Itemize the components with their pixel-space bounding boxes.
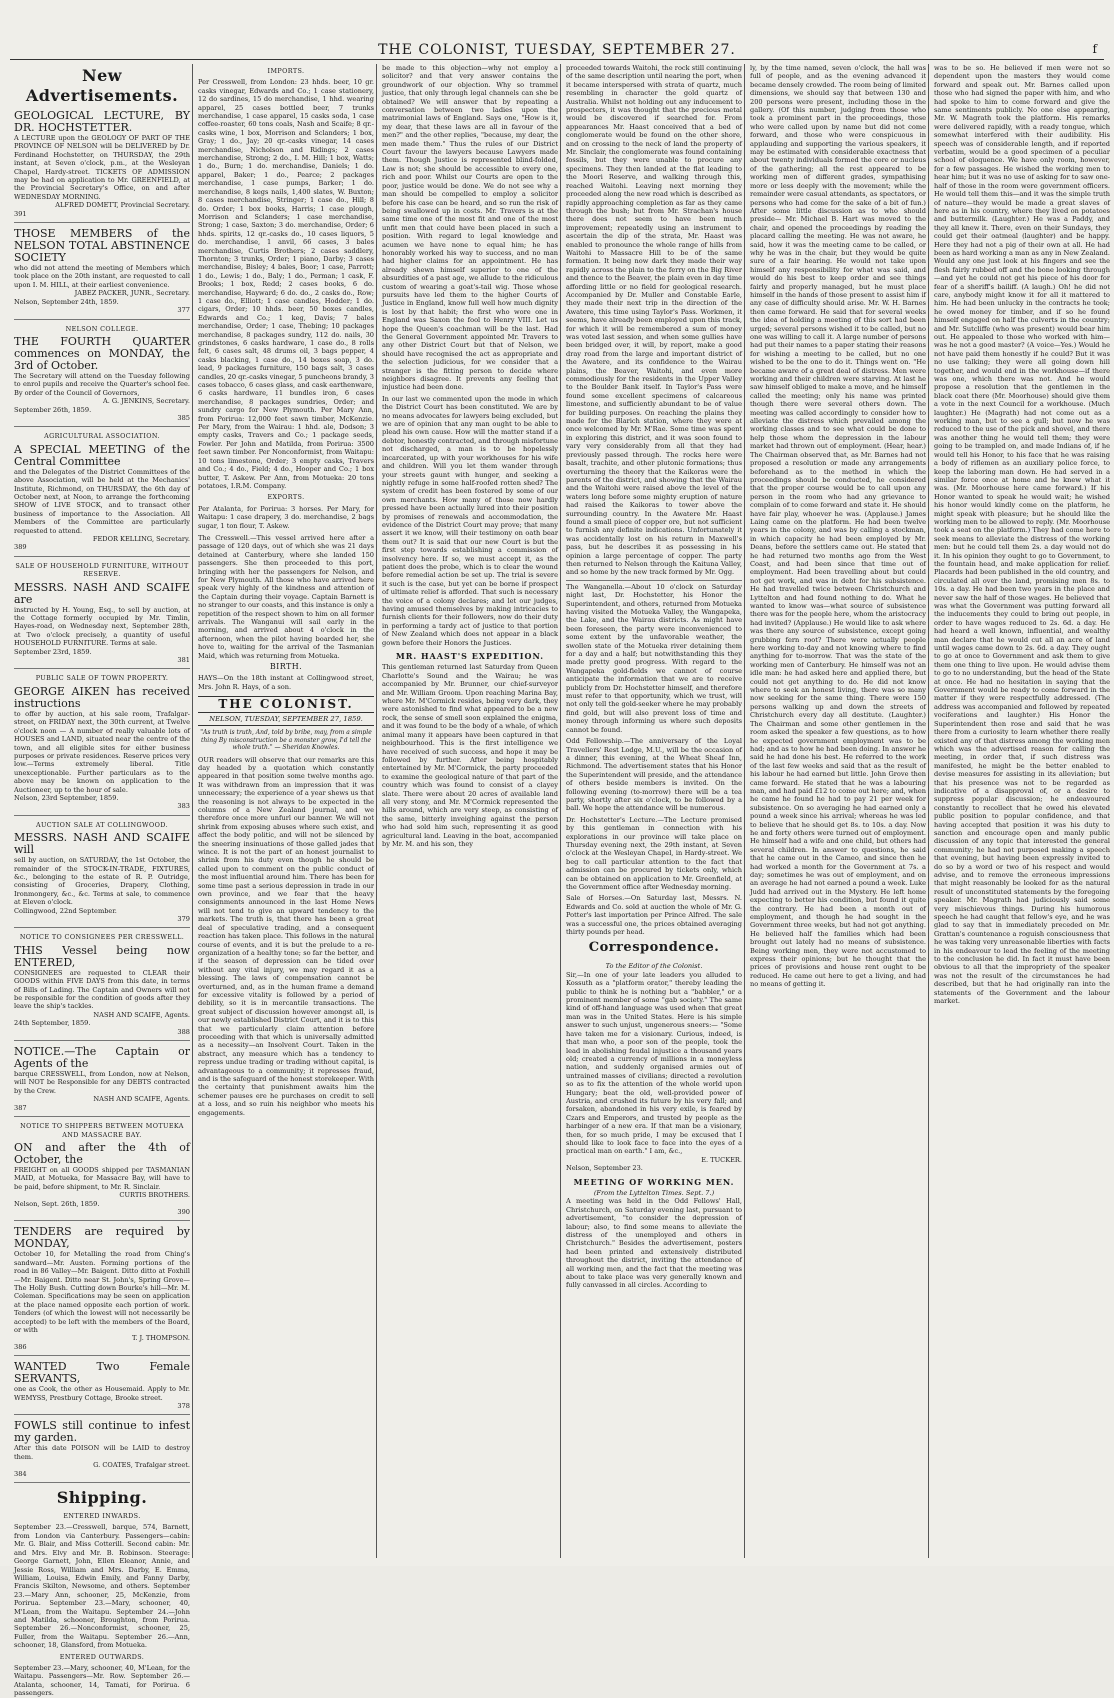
ad-body: to offer by auction, at his sale room, Trafalgar-street, on FRIDAY next, the 30th current, at Twelve o'clock noon — A number of really valuable lots of HOUSES and LAND, situated near the centre of the town, and all eligible sites for either business purposes or private residences. Reserve prices very low.—Terms extremely liberal. Title unexceptionable. Further particulars as to the above may be known on application to the Auctioneer, up to the hour of sale. (14, 709, 190, 794)
ad-number: 384 (14, 1469, 27, 1478)
paper-title: THE COLONIST. (198, 696, 374, 712)
ad-body: FREIGHT on all GOODS shipped per TASMANIAN MAID, at Motueka, for Massacre Bay, will have to be paid, before shipment, to Mr. R. Sinclair. (14, 1165, 190, 1191)
exports-heading: EXPORTS. (267, 493, 305, 502)
ad-subhead: NOTICE TO SHIPPERS BETWEEN MOTUEKA AND MASSACRE BAY. (20, 1122, 184, 1139)
imports-body: Per Cresswell, from London: 23 hhds. beer, 10 gr. casks vinegar, Edwards and Co.; 1 case stationery, 12 do sardines, 15 do merchandise, 1 hhd. wearing apparel, 25 cases bottled beer, 7 trunks merchandise, 1 case apparel, 15 casks soda, 1 case coffee-roaster, 60 tons coals, Nash and Scaife; 8 qr.-casks wine, 1 box, Morrison and Sclanders; 1 box, Gray; 1 do., Jay; 20 qr.-casks vinegar, 14 cases merchandise, Nicholson and Ridings; 2 cases merchandise, Strong; 2 do., I. M. Hill; 1 box, Watts; 1 do., Burn; 1 do. merchandise, Daniels; 1 do. apparel, Baker; 1 do., Pearce; 2 packages merchandise, 1 case pumps, Barker; 1 do. merchandise, 8 kegs nails, 1,400 slates, W. Buxton; 8 cases merchandise, Stringer; 1 case do., Hill; 8 do. Order; 1 box books, Harris; 1 case plough, Morrison and Sclanders; 1 case merchandise, Strong; 1 case, Saxton; 3 do. merchandise, Order; 6 hhds. spirits, 12 qr.-casks do., 10 cases liquors, 5 do. merchandise, 1 anvil, 66 cases, 3 bales merchandise, Curtis Brothers; 2 cases saddlery, Thornton; 3 trunks, Order; 1 piano, Darby; 3 cases merchandise, Bisley; 4 bales, Boor; 1 case, Parrott; 1 do., Lewis; 1 do., Baly; 1 do., Perman; 1 cask, F. Brooks; 1 box, Redd; 2 cases books, 6 do. merchandise, Hayward; 6 do. do., 2 casks do., Row; 1 case do., Elliott; 1 case candles, Hodder; 1 do. cigars, Order; 10 hhds. beer, 50 boxes candles, Edwards and Co.; 1 keg, Davis; 7 bales merchandise, Order; 1 case, Thebing; 10 packages merchandise, 8 packages sundry, 112 do. nails, 30 grindstones, 6 casks hardware, 1 case do., 8 rolls felt, 6 cases salt, 48 drums oil, 3 bags pepper, 4 casks blacking, 1 case do., 14 boxes soap, 3 do. lead, 9 packages furniture, 150 bags salt, 3 cases candles, 20 qr.-casks vinegar, 5 puncheons brandy, 3 cases tobacco, 6 cases glass, and cask earthenware, 6 casks hardware, 11 bundles iron, 6 cases merchandise, 8 packages sundries, Order; and sundry cargo for New Plymouth. Per Mary Ann, from Porirua: 12,000 feet sawn timber, McKenzie. Per Mary, from the Wairau: 1 hhd. ale, Dodson; 3 empty casks, Travers and Co.; 1 package seeds, Fowler. Per John and Matilda, from Porirua: 3500 feet sawn timber. Per Nonconformist, from Waitapu: 10 tons limestone, Order; 3 empty casks, Travers and Co.; 4 do., Field; 4 do., Hooper and Co.; 1 box butter, T. Askew. Per Ann, from Motueka: 20 tons potatoes, I.R.M. Company. (198, 78, 374, 490)
ad-number: 386 (14, 1342, 27, 1351)
cresswell-note: The Cresswell.—This vessel arrived here after a passage of 120 days, out of which she was 21 days detained at Canterbury, where she landed 150 passengers. She then proceeded to this port, bringing with her the passengers for Nelson, and for New Plymouth. All those who have arrived here speak very highly of the kindness and attention of the Captain during their voyage. Captain Barnett is no stranger to our coasts, and this instance is only a repetition of the respect shown to him on all former arrivals. The Wanganui will sail early in the morning, and arrived about 4 o'clock in the afternoon, when the pilot having boarded her, she hove to, waiting for the arrival of the Tasmanian Maid, which was returning from Motueka. (198, 533, 374, 660)
meeting-subheading: (From the Lyttelton Times. Sept. 7.) (593, 1189, 715, 1197)
correspondence-signature: E. TUCKER. (701, 1155, 742, 1164)
correspondence-body: Sir,—In one of your late leaders you alluded to Kossuth as a "platform orator," thereby leading the public to think he is nothing but a "babbler," or a prominent member of some "gab society." The same kind of off-hand language was used when that great man was in the United States. Here is his simple answer to such unjust, ungenerous sneers:— "Some have taken me for a visionary. Curious, indeed, is that man who, a poor son of the people, took the lead in abolishing feudal injustice a thousand years old; created a currency of millions in a moneyless nation, and suddenly organised armies out of untrained masses of civilians; directed a revolution so as to fix the attention of the whole world upon Hungary; beat the old, well-provided power of Austria, and crushed its future by his very fall; and forsaken, abandoned in his very exile, is feared by Czars and Emperors, and trusted by people as the harbinger of a new era. If that man be a visionary, then, for so much pride, I may be excused that I should like to look face to face into the eyes of a practical man on earth." I am, &c., (566, 970, 742, 1156)
ad-household-furniture (14, 562, 190, 670)
editorial-body: OUR readers will observe that our remarks are this day headed by a quotation which constantly appeared in that position some twelve months ago. It was withdrawn from an impression that it was unnecessary; the experience of a year shews us that the reasoning is not always to be expected in the columns of a New Zealand journal, and we therefore once more unfurl our banner. We will not shrink from exposing abuses where such exist, and affect the body politic, and will not be silenced by the sneering insinuations of those galled jades that wince. It is not the part of an honest journalist to shrink from his duty even though he should be called upon to comment on the public conduct of the most influential around him. There has been for some time past a serious depression in trade in our own province, and we fear that the heavy consignments announced in the last Home News will not tend to give an upward tendency to the markets. The truth is, that there has been a great deal of speculative trading, and a consequent reaction has taken place. This follows in the natural course of events, and it is but the prelude to a re-organization of a healthy tone; so far the better, and if the season of depression can be tided over without any vital injury, we may regard it as a blessing. The laws of compensation cannot be overturned, and, as in the human frame a demand for excessive vitality is followed by a period of debility, so it is in mercantile transactions. The great subject of discussion however amongst all, is our newly established District Court, and it is to this that we particularly claim attention before proceeding with that which is universally admitted as a necessity—an Insolvent Court. Taken in the abstract, any measure which has a tendency to repress undue trading or trading without capital, is advantageous to a community; it represses fraud, and is the safeguard of the honest storekeeper. With the certainty that punishment awaits him the schemer pauses ere he purchases on credit to sell at a loss, and so ruin his neighbor who meets his engagements. (198, 755, 374, 1117)
ad-signature: NASH AND SCAIFE, Agents. (93, 1010, 190, 1019)
ad-title: ON and after the 4th of October, the (14, 1140, 190, 1166)
ad-collingwood-auction (14, 821, 190, 929)
ad-signature: T. J. THOMPSON. (131, 1334, 190, 1343)
ad-body: instructed by H. Young, Esq., to sell by auction, at the Cottage formerly occupied by Mr. Timlin, Hayes-road, on Wednesday next, September 28th, at Two o'clock precisely, a quantity of useful HOUSEHOLD FURNITURE. Terms at sale. (14, 605, 190, 648)
ad-cresswell-notice (14, 1046, 190, 1117)
ad-servants-wanted (14, 1361, 190, 1415)
correspondence-date: Nelson, September 23. (566, 1164, 643, 1173)
ad-number: 391 (14, 209, 27, 218)
correspondence-heading: Correspondence. (588, 940, 720, 956)
ad-body: barque CRESSWELL, from London, now at Nelson, will NOT be Responsible for any DEBTS contracted by the Crew. (14, 1070, 190, 1095)
imports-heading: IMPORTS. (267, 67, 305, 75)
ad-motueka-shippers (14, 1122, 190, 1221)
ad-date: Nelson, 23rd September, 1859. (14, 793, 119, 802)
ad-date: Nelson, Sept. 26th, 1859. (14, 1199, 100, 1208)
meeting-continued-2: was to be so. He believed if men were not so dependent upon the masters they would come forward and speak out. Mr. Barnes called upon those who had signed the paper with him, and who had spoke to him to come forward and give the same sentiments publicly. No one else appearing, Mr. W. Magrath took the platform. His remarks were delivered rapidly, with a ready tongue, which somewhat interfered with their audibility. His speech was of considerable length, and if reported verbatim, would be a good specimen of a peculiar school of eloquence. We have only room, however, for a few passages. He wished the working men to hear him; but it was no use of asking for to saw one-half of those in the room were government officers. He would tell them this—and it was the simple truth of nature—they would be made a great slaves of here as in his country, where they lived on potatoes and buttermilk. (Laughter.) He was a Paddy, and they all knew it. There, even on their Sundays, they could get their oatmeal (laughter) and be happy. Here they had not a pig of their own at all. He had been as hard working a man as any in New Zealand. Would any one just look at his fingers and see the flesh fairly rubbed off and the bone looking through—and yet he could not get his piece of his door for fear of a sheriff's bailiff. (A laugh.) Oh! he did not care, anybody might know it for all it mattered to him. He had been unlucky in the contracts he took; he owed money for timber, and if so he found himself engaged on half the culverts in the country; and Mr. Sutcliffe (who was present) would bear him out. He appealed to those who worked with him—was he not a good master? (A voice—Yes.) Would he not have paid them honestly if he could? But it was no use talking; they were all going down hill together, and would end in the workhouse—if there was one, which there was not. And he would propose a resolution that the gentlemen in the black coat there (Mr. Moorhouse) should give them a vote in the next Council for a workhouse. (Much laughter.) He (Magrath) had not come out as a working man, but to see a gull; but now he was reduced to the use of the pick and shovel, and there was another thing he would tell them; they were going to be trampled on, and made Indians of, if he would tell his Honor, to his face that he was raising a body of riflemen as an auxiliary police force, to keep the laboring man down. He had served in a similar force once at home and he knew what it was. (Mr. Moorhouse here came forward.) If his Honor wanted to speak he would wait; he wished his honor would kindly come on the platform, he might speak with pleasure; but he should like the working men to be allowed to reply. (Mr. Moorhouse took a seat on the platform.) They had come here to seek means to alleviate the distress of the working men: but he could tell them 2s. a day would not do it. In his opinion they ought to go to Government, to the fountain head, and make application for relief. Placards had been published in the old country, and circulated all over the land, promising men 8s. to 10s. a day. He had been two years in the place and never saw the half of those wages. He believed that was what the Government was putting forward all the inducements they could to bring out people, in order to have wages reduced to 2s. 6d. a day. He had heard a well known, influential, and wealthy man declare that he would cut all an acre of land until wages came down to 2s. 6d. a day. They ought to go at once to Government and ask them to give them one thing to live upon. He would advise them to go to no understanding, but the head of the State at once. He had no hesitation in saying that the Government would be ready to come forward in the matter if they were respectfully addressed. (The address was accompanied and followed by repeated vociferations and laughter.) His Honor the Superintendent then rose and said that he was there from a curiosity to learn whether there really existed any of that distress among the working men which was the advertised reason for calling the meeting, in order that, if such distress was manifested, he might be the better enabled to devise measures for assisting in its alleviation; but that his presence was not to be regarded as indicative of a disapproval of, or a desire to suppress popular discussion; he endeavoured constantly to recollect that he owed his elevated public position to popular confidence, and that having accepted that position it was his duty to sanction and encourage open and manly public discussion of any topic that interested the general community; he had not purposed making a speech that evening, but having been expressly invited to do so by a word or two of his respect and would advise, and to remove the erroneous impressions that might reasonably be looked for as the natural result of unconstituted statements by the foregoing speaker. Mr. Magrath had judiciously said some very mischievous things. During his humorous speech he had caught that fellow's eye, and he was glad to say that in immediately preceded on Mr. Grattan's countenance a roguish consciousness that he was taking very unreasonable liberties with facts in his endeavour to lead the feeling of the meeting to the conclusion he did. In fact it must have been obvious to all that the impropriety of the speaker was not the result of the circumstances he had described, but that he had originally ran into the statements of the Government and the labour market. (934, 64, 1110, 1006)
ad-signature: JABEZ PACKER, JUNR., Secretary. (74, 289, 190, 298)
ad-title: NOTICE.—The Captain or Agents of the (14, 1045, 190, 1071)
new-advertisements-heading: New Advertisements. (25, 66, 179, 105)
ad-tenders (14, 1226, 190, 1356)
shipping-heading: Shipping. (56, 1488, 148, 1508)
ad-number: 379 (177, 915, 190, 923)
ad-geological-lecture (14, 110, 190, 223)
ad-body: The Secretary will attend on the Tuesday following to enrol pupils and receive the Quarter's school fee. By order of the Council of Governors, (14, 371, 190, 397)
ad-date: September 26th, 1859. (14, 405, 92, 414)
column-6 (934, 64, 1110, 1558)
ad-number: 390 (177, 1207, 190, 1216)
ad-signature: G. COATES, Trafalgar street. (93, 1461, 190, 1470)
ad-title: WANTED Two Female SERVANTS, (14, 1360, 190, 1386)
ad-subhead: SALE OF HOUSEHOLD FURNITURE, WITHOUT RESERVE. (15, 561, 189, 579)
ad-town-property (14, 674, 190, 815)
correspondence-note: To the Editor of the Colonist. (605, 962, 703, 971)
ad-body: who did not attend the meeting of Members which took place on the 20th instant, are requested to call upon I. M. HILL, at their earliest convenience. (14, 264, 190, 289)
ad-signature: A. G. JENKINS, Secretary. (102, 397, 190, 406)
ad-number: 387 (14, 1103, 27, 1112)
ad-fowls (14, 1420, 190, 1483)
ad-date: Collingwood, 22nd September. (14, 906, 117, 915)
ad-signature: FEDOR KELLING, Secretary. (92, 535, 190, 543)
ad-signature: NASH AND SCAIFE, Agents. (93, 1095, 190, 1104)
birth-body: HAYS—On the 18th instant at Collingwood street, Mrs. John R. Hays, of a son. (198, 674, 374, 691)
ad-subhead: PUBLIC SALE OF TOWN PROPERTY. (35, 674, 169, 683)
paper-motto: "As truth is truth, And, told by bribe, may, from a simple thing By misconstruction be a monster grow, I'd tell the whole truth." — Sheridan Knowles. (200, 729, 372, 752)
column-5 (750, 64, 926, 1558)
ad-body: After this date POISON will be LAID to destroy them. (14, 1444, 190, 1461)
paper-dateline: NELSON, TUESDAY, SEPTEMBER 27, 1859. (198, 715, 374, 726)
column-rule (560, 64, 561, 1558)
column-2 (198, 64, 374, 1558)
ad-nelson-college (14, 325, 190, 428)
column-rule (376, 64, 377, 1558)
entered-outwards-body: September 23.—Mary, schooner, 40, M'Lean, for the Waitapu. Passengers—Mr. Row. September 26.—Atalanta, schooner, 14, Tamati, for Porirua. 6 passengers. (14, 1663, 190, 1698)
meeting-body: A meeting was held in the Odd Fellows' Hall, Christchurch, on Saturday evening last, pursuant to advertisement, "to consider the depression of labour; also, to find some means to alleviate the distress of the unemployed and others in Christchurch." Besides the advertisement, posters had been printed and extensively distributed throughout the district, inviting the attendance of all working men, and the fact that the meeting was about to take place was very generally known and fully canvassed in all circles. According to (566, 1197, 742, 1290)
ad-title: THE FOURTH QUARTER commences on MONDAY, the 3rd of October. (14, 334, 190, 372)
column-4 (566, 64, 742, 1558)
column-rule (192, 64, 193, 1558)
ad-cresswell-consignees (14, 933, 190, 1041)
haast-continued: proceeded towards Waitohi, the rock still continuing of the same description until nearing the port, when it became interspersed with strata of quartz, much resembling in character the gold quartz of Australia. Whilst not holding out any inducement to prospecters, it was thought that the precious metal would be discovered if searched for. From appearances Mr. Haast conceived that a bed of conglomerate would be found on the other shore, and on crossing to the neck of land the property of Mr. Sinclair, the conglomerate was found containing fossils, but they were unable to procure any specimens. They then landed at the flat leading to the Moori Reserve, and walking through this, reached Waitohi. Leaving next morning they proceeded along the new road which is described as rapidly approaching completion as far as they came through the bush; but from Mr. Strachan's house there does not seem to have been much improvement; repeatedly using an instrument to ascertain the dip of the strata, Mr. Haast was enabled to pronounce the whole range of hills from Waitohi to Massacre Hill to be of the same formation. It being now dark they made their way rapidly across the plain to the ferry on the Big River and thence to the Beaver, the plain even in day time affording little or no field for geological research. Accompanied by Dr. Muller and Constable Earle, they made their next trip in the direction of the Awatere, this time using Taylor's Pass. Workmen, it seems, have already been employed upon this track, for which it will be remembered a sum of money was voted last session, and when some gullies have been bridged over, it will, by report, make a good dray road from the large and important district of the Awatere, and its confidence to the Wairau plains, the Beaver, Waitohi, and even more commodiously for the residents in the Upper Valley to the Boulder Bank itself. In Taylor's Pass were found some excellent specimens of calcareous limestone, and sufficiently abundant to be of value for building purposes. On reaching the plains they made for the Blarich station, where they were at once welcomed by Mr. M'Rae. Some time was spent in exploring this district, and it was soon found to vary very considerably from all that they had previously passed through. The rocks here were basalt, trachite, and other plutonic formations; thus overturning the theory that the Kaikoras were the parents of the district, and showing that the Wairau and the Waitohi were raised above the level of the waters long before some mighty eruption of nature had raised the Kaikoras to tower above the surrounding country. In the Awatere Mr. Haast found a small piece of copper ore, but not sufficient to furnish any definite indications. Unfortunately it was accidentally lost on his return in Maxwell's pass, but he describes it as possessing in his opinion a large percentage of copper. The party then returned to Nelson through the Kaituna Valley, and so home by the new track formed by Mr. Ogg. (566, 64, 742, 577)
ad-subhead: NELSON COLLEGE. (65, 324, 139, 333)
ad-body: October 10, for Metalling the road from Ching's sandward—Mr. Austen. Forming portions of the road in 86 Valley—Mr. Baigent. Ditto ditto at Foxhill—Mr. Baigent. Ditto near St. John's, Spring Grove—The Holly Bush. Cutting down Bourke's hill—Mr. M. Coleman. Specifications may be seen on application at the place named opposite each portion of work. Tenders (of which the lowest will not necessarily be accepted) to be left with the members of the Board, or with (14, 1250, 190, 1334)
exports-body: Per Atalanta, for Porirua: 3 horses. Per Mary, for Waitapu: 1 case drapery, 3 do. merchandise, 2 bags sugar, 1 ton flour, T. Askew. (198, 504, 374, 530)
news-wanganella: The Wanganella.—About 10 o'clock on Saturday night last, Dr. Hochstetter, his Honor the Superintendent, and others, returned from Motueka having visited the Motueka Valley, the Wangapeka, the Lake, and the Wairau districts. As might have been foreseen, the party were inconvenienced to some extent by the unfavorable weather, the swollen state of the Motueka river detaining them for a day and a half; but notwithstanding this they made pretty good progress. With regard to the Wangapeka gold-fields we cannot of course anticipate the information that we are to receive publicly from Dr. Hochstetter himself, and therefore must refer to that opportunity, which we trust, will not only tell the gold-seeker where he may probably find gold, but will also prevent loss of time and money through informing us where such deposits cannot be found. (566, 580, 742, 734)
ad-number: 385 (177, 413, 190, 422)
ad-title: THIS Vessel being now ENTERED, (14, 943, 190, 969)
ad-signature: ALFRED DOMETT, Provincial Secretary. (55, 201, 190, 210)
ad-number: 381 (177, 656, 190, 665)
ad-body: one as Cook, the other as Housemaid. Apply to Mr. WEMYSS, Prestbury Cottage, Brooke street. (14, 1385, 190, 1402)
entered-inwards-heading: ENTERED INWARDS. (63, 1512, 141, 1521)
ad-body: and the Delegates of the District Committees of the above Association, will be held at the Mechanics' Institute, Richmond, on THURSDAY, the 6th day of October next, at Noon, to arrange the forthcoming SHOW of LIVE STOCK, and to transact other business of importance to the Association. All Members of the Committee are particularly requested to attend. (14, 467, 190, 535)
news-lecture: Dr. Hochstetter's Lecture.—The Lecture promised by this gentleman in connection with his explorations in our province will take place on Thursday evening next, the 29th instant, at Seven o'clock at the Wesleyan Chapel, in Hardy-street. We beg to call particular attention to the fact that admission can be procured by tickets only, which can be obtained on application to Mr. Greenfield, at the Government office after Wednesday morning. (566, 815, 742, 891)
column-1 (14, 64, 190, 1698)
meeting-continued: ly, by the time named, seven o'clock, the hall was full of people, and as the evening advanced it became densely crowded. The room being of limited dimensions, we should say that between 130 and 200 persons were present, including those in the gallery. (Of this number, judging from those who took a prominent part in the proceedings, those who were called upon by name but did not come forward, and those who were conspicuous in applauding and supporting the various speakers, it may be estimated with considerable exactness that about twenty individuals formed the core or nucleus of the gathering; all the rest appeared to be working men of different grades, sympathising more or less deeply with the movement; while the remainder were casual attendants, as spectators, or persons who had come for the sake of a bit of fun.) After some little discussion as to who should preside— Mr. Michael B. Hart was moved to the chair, and opened the proceedings by reading the placard calling the meeting. He was not aware, he said, how it was the meeting came to be called, or why he was in the chair, but they would be quite sure of a fair hearing. He would not take upon himself any responsibility for what was said, and would do his best to keep order and see things fairly and properly managed, but he must place himself in the hands of those present to assist him if any case of difficulty should arise. Mr. W. H. Barnes then came forward. He said that for several weeks the idea of holding a meeting of this sort had been urged; several persons wished it to be called, but no one was willing to call it. A large number of persons had put their names to a paper stating their reasons for wishing a meeting to be called, but no one wished to be the one to do it. Things went on. "He became aware of a great deal of distress. Men were working and their children were starving. At last he saw himself obliged to make a move, and he himself called the meeting; only his name was printed though there were several others down. The meeting was called accordingly to consider how to alleviate the distress which prevailed among the working classes and to see what could be done to help those whom the depression in the labour market had thrown out of employment. (Hear, hear.) The Chairman observed that, as Mr. Barnes had not proposed a resolution or made any arrangements beforehand as to the method in which the proceedings should be conducted, he considered that the proper course would be to call upon any person in the room who had any grievance to complain of to come forward and state it. He should have fair play, whoever he was. (Applause.) James Laing came on the platform. He had been twelve years in the colony, and was by calling a stockman, in which capacity he had been employed by Mr. Deans, before the settlers came out. He stated that he had returned two months ago from the West Coast, and had been since that time out of employment. Had been travelling about but could not get work, and was in debt for his subsistence. He had travelled twice between Christchurch and Lyttelton and had found nothing to do. What he wanted to know was—what source of subsistence there was for the people here, whom the aristocracy had invited? (Applause.) He would like to ask where was there any source of subsistence, except going grubbing fern root? There were actually people here working to-day and not knowing where to find anything for to-morrow. That was the state of the working men of Canterbury. He himself was not an idle man: he had asked here and applied there, but could not get anything to do. He did not know where to seek an honest living, there was so many now seeking for the same thing. There were 150 persons walking up and down the streets of Christchurch every day all destitute. (Laughter.) The Chairman and some other gentlemen in the room asked the speaker a few questions, as to how he expected government employment was to be had; and as to how he had been doing. In answer he said he had done his best. He referred to the work of the last few weeks and said that as the result of his labour he had earned but little. John Grove then came forward. He stated that he was a labouring man, and had paid £12 to come out here; and, when he came he found he had to pay 21 per week for subsistence. On so averaging he had earned only a pound a week since his arrival; whereas he was led to believe that he should get 8s. to 10s. a day. Now he and forty others were turned out of employment. He himself had a wife and one child, but others had several children. In answer to questions, he said that he came out in the Cameo, and since then he had worked a month for the Government at 7s. a day; sometimes he was out of employment, and on an average he had not earned a pound a week. Luke Judd had arrived out in the Mystery. He left home expecting to better his condition, but found it quite the contrary. He had been a month out of employment, and though he had sought in the Government three weeks, but had not got anything. He believed half the families which had been brought out lately had no means of subsistence. Being working men, they were not accustomed to express their opinions; but he thought that the prices of provisions and house rent ought to be reduced. He came out here to get a living, and had no means of getting it. (750, 64, 926, 989)
ad-subhead: NOTICE TO CONSIGNEES PER CRESSWELL. (19, 933, 185, 942)
ad-agricultural-association (14, 432, 190, 556)
masthead-title: THE COLONIST, TUESDAY, SEPTEMBER 27. (378, 42, 736, 58)
ad-number: 383 (177, 802, 190, 811)
ad-subhead: AUCTION SALE AT COLLINGWOOD. (35, 820, 169, 829)
column-rule (928, 64, 929, 1558)
ad-title: GEOLOGICAL LECTURE, BY DR. HOCHSTETTER. (14, 109, 190, 134)
ad-title: MESSRS. NASH AND SCAIFE will (14, 831, 190, 857)
column-3 (382, 64, 558, 1558)
ad-subhead: AGRICULTURAL ASSOCIATION. (44, 432, 160, 441)
ad-number: 378 (177, 1402, 190, 1411)
ad-body: CONSIGNEES are requested to CLEAR their GOODS within FIVE DAYS from this date, in terms of Bills of Lading. The Captain and Owners will not be responsible for the condition of goods after they leave the ship's tackles. (14, 968, 190, 1011)
masthead (10, 42, 1104, 60)
entered-outwards-heading: ENTERED OUTWARDS. (59, 1652, 145, 1661)
haast-heading: MR. HAAST'S EXPEDITION. (395, 651, 545, 662)
editorial-continued: be made to this objection—why not employ a solicitor? and that very answer contains the groundwork of our objection. Why so trammel justice, that only through legal channels can she be obtained? We will answer that by repeating a conversation between two ladies upon the matrimonial laws of England. Says one, "How is it, my dear, that these laws are all in favour of the men?" and the other replies, "because, my dear, the men made them." Thus the rules of our District Court favour the lawyers because Lawyers made them. Though Justice is represented blind-folded, Law is not; she should be accessible to every one, rich and poor. Whilst our Courts are open to the poor, justice would be done. We do not see why a man should be compelled to employ a solicitor before his case can be heard, and so run the risk of being swallowed up in costs. Mr. Travers is at the same time one of the most fit and one of the most unfit men that could have been placed in such a position. With regard to legal knowledge and acumen we have none to equal him; he has honorably worked his way to success, and no man had higher claims for an appointment. He has already shewn himself superior to one of the absurdities of a past age, we allude to the ridiculous custom of wearing a goat's-tail wig. Those whose pursuits have led them to the higher Courts of Justice in England, know full well how much dignity is lost by that habit; the first who wore one in England was Saxon the fool to Henry VIII. Let us hope the Queen's coachman will be the last. Had the General Government appointed Mr. Travers to any other District Court but that of Nelson, we should have recognised the act as appropriate and the selection judicious, for we consider that a stranger is the fitting person to decide where neighbors disagree. It prevents any feeling that injustice had been done. (382, 64, 558, 392)
ad-date: September 23rd, 1859. (14, 647, 92, 656)
ad-title: MESSRS. NASH AND SCAIFE are (14, 580, 190, 606)
haast-body: This gentleman returned last Saturday from Queen Charlotte's Sound and the Wairau; he was accompanied by Mr. Brunner, our chief-surveyor and Mr. William Groom. Upon reaching Marina Bay, where Mr. M'Cormick resides, being very dark, they were astonished to find what appeared to be a new rock, the sense of smell soon explained the enigma, and it was found to be the body of a whale, of which animal many it appears have been captured in that neighbourhood. This is the first intelligence we have received of such success, and hope it may be followed by further. After being hospitably entertained by Mr. M'Cormick, the party proceeded to examine the geological nature of that part of the country which was found to consist of a clayey slate. There were about 20 acres of available land all very stony, and Mr. M'Cormick represented the hills around, which are very steep, as consisting of the same, bitterly inveighing against the person who had sold him such, representing it as good agricultural land. Leaving in the boat, accompanied by Mr. M. and his son, they (382, 663, 558, 848)
ad-abstinence-society (14, 228, 190, 319)
ad-signature: CURTIS BROTHERS. (119, 1191, 190, 1200)
ad-body: A LECTURE upon the GEOLOGY OF PART OF THE PROVINCE OF NELSON will be DELIVERED by Dr. Ferdinand Hochstetter, on THURSDAY, the 29th instant, at Seven o'clock, p.m., at the Wesleyan Chapel, Hardy-street. TICKETS OF ADMISSION may be had on application to Mr. GREENFIELD, at the Provincial Secretary's Office, on and after WEDNESDAY MORNING. (14, 134, 190, 201)
ad-title: A SPECIAL MEETING of the Central Committee (14, 442, 190, 468)
ad-title: GEORGE AIKEN has received instructions (14, 684, 190, 710)
ad-date: Nelson, September 24th, 1859. (14, 297, 119, 306)
editorial-continued-2: In our last we commented upon the mode in which the District Court has been constituted. We are by no means advocates for lawyers being excluded, but we are of opinion that any man ought to be able to plead his own cause. How will the matter stand if a debtor, honestly contracted, and through misfortune not discharged, a man is to be hopelessly incarcerated, up with your workhouses for his wife and children. Will you let them wander through your streets gaunt with hunger, and seeking a nightly refuge in some half-roofed rotten shed? The system of credit has been fostered by some of our own merchants. How many of those now hardly pressed have been actually lured into their position by promises of renewals and accommodation, the evidence of the District Court may prove; that many assert it we know, will their testimony on oath bear them out? It is said that our new Court is but the first step towards establishing a commission of insolvency here. If so, we must accept it, as the patient does the probe, which is to clear the wound before remedial action be set up. The trial is severe it such is the case, but yet can be borne if prospect of ultimate relief is afforded. That such is necessary the voice of a colony declares; and let our judges, having amused themselves by making intricacies to furnish clients for their followers, now do their duty in performing a tardy act of justice to that portion of New Zealand which does not appear in a black gown before their Honors the Justices. (382, 394, 558, 647)
page-mark: f (1092, 42, 1098, 56)
ad-title: FOWLS still continue to infest my garden. (14, 1419, 190, 1445)
birth-heading: BIRTH. (269, 662, 303, 672)
ad-title: THOSE MEMBERS of the NELSON TOTAL ABSTINENCE SOCIETY (14, 227, 190, 265)
column-rule (744, 64, 745, 1558)
ad-number: 377 (177, 306, 190, 315)
ad-date: 24th September, 1859. (14, 1019, 91, 1028)
ad-title: TENDERS are required by MONDAY, (14, 1225, 190, 1251)
ad-body: sell by auction, on SATURDAY, the 1st October, the remainder of the STOCK-IN-TRADE, FIXTURES, &c., belonging to the estate of R. P. Outridge, consisting of Groceries, Drapery, Clothing, Ironmongery, &c., &c. Terms at sale, to commence at Eleven o'clock. (14, 856, 190, 907)
ad-number: 389 (14, 543, 27, 552)
entered-inwards-body: September 23.—Cresswell, barque, 574, Barnett, from London via Canterbury. Passengers—cabin: Mr. G. Blair, and Miss Cotterill. Second cabin: Mr. and Mrs. Elvy and Mr. B. Robinson. Steerage: George Garnett, John, Ellen Eleanor, Annie, and Jessie Ross, William and Mrs. Darby, E. Emma, William, Louisa, Edwin Emily, and Fanny Darby, Francis Skilton, Newsome, and others. September 23.—Mary Ann, schooner, 25, McKenzie, from Porirua. September 23.—Mary, schooner, 40, M'Lean, from the Waitapu. September 24.—John and Matilda, schooner, Broughton, from Porirua. September 26.—Nonconformist, schooner, 25, Fuller, from the Waitapu. September 26.—Ann, schooner, 18, Glansford, from Motueka. (14, 1523, 190, 1650)
news-horse-sale: Sale of Horses.—On Saturday last, Messrs. N. Edwards and Co. sold at auction the whole of Mr. G. Potter's last importation per Prince Alfred. The sale was a successful one, the prices obtained averaging thirty pounds per head. (566, 894, 742, 937)
ad-number: 388 (177, 1027, 190, 1036)
meeting-heading: MEETING OF WORKING MEN. (573, 1176, 735, 1187)
news-oddfellowship: Odd Fellowship.—The anniversary of the Loyal Travellers' Rest Lodge, M.U., will be the occasion of a dinner, this evening, at the Wheat Sheaf Inn, Richmond. The advertisement states that his Honor the Superintendent will preside, and the attendance of others beside members is invited. On the following evening (to-morrow) there will be a tea party, shortly after six o'clock, to be followed by a ball. We hope the attendance will be numerous. (566, 737, 742, 813)
